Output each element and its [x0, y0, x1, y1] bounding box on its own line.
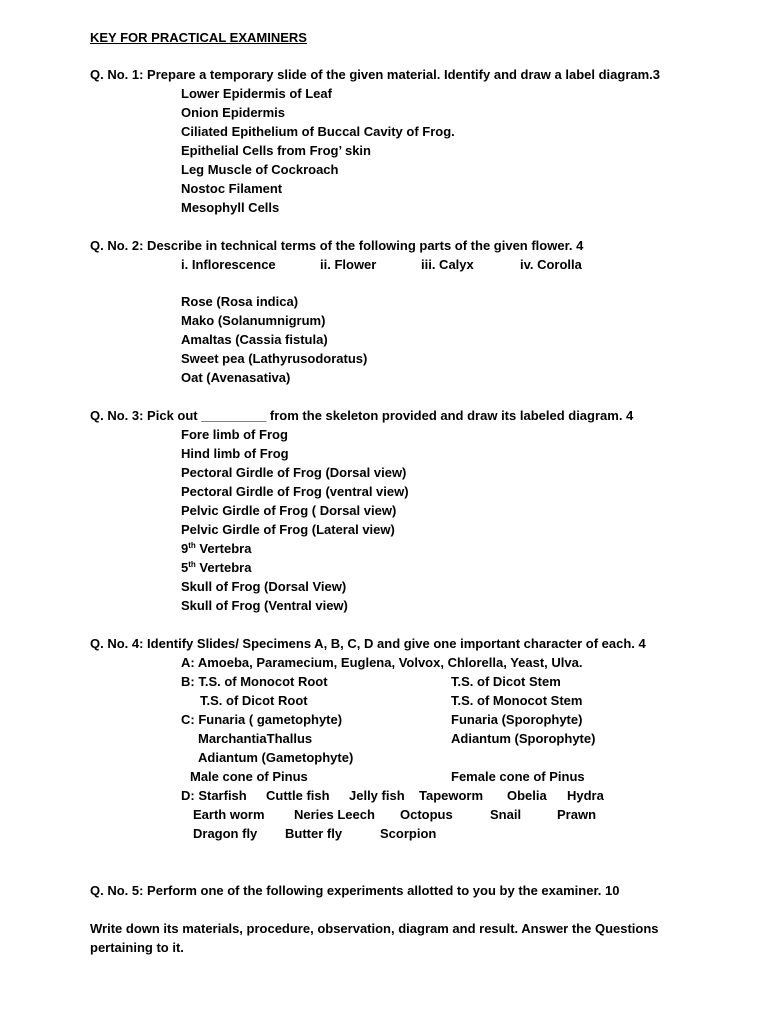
list-item: Pelvic Girdle of Frog (Lateral view) — [181, 522, 395, 537]
q4-d-item: Neries Leech — [294, 807, 375, 822]
list-item: Lower Epidermis of Leaf — [181, 86, 332, 101]
q4-question: Q. No. 4: Identify Slides/ Specimens A, B, C, D and give one important character of each. 4 — [90, 636, 646, 651]
q4-d-item: Snail — [490, 807, 522, 822]
list-item: Hind limb of Frog — [181, 446, 289, 461]
list-item: Mako (Solanumnigrum) — [181, 313, 326, 328]
q4-d-item: Prawn — [557, 807, 597, 822]
q2-part: i. Inflorescence — [181, 257, 276, 272]
list-item: Pectoral Girdle of Frog (Dorsal view) — [181, 465, 407, 480]
q2-question: Q. No. 2: Describe in technical terms of the following parts of the given flower. 4 — [90, 238, 584, 253]
ordinal-suffix: th — [188, 560, 196, 569]
page-title: KEY FOR PRACTICAL EXAMINERS — [90, 30, 307, 45]
q5-question: Q. No. 5: Perform one of the following experiments allotted to you by the examiner. 10 — [90, 883, 620, 898]
q5-instruction: pertaining to it. — [90, 940, 184, 955]
ordinal-suffix: th — [188, 541, 196, 550]
q2-part: iv. Corolla — [520, 257, 582, 272]
q4-d-item: Cuttle fish — [266, 788, 330, 803]
list-item: Skull of Frog (Ventral view) — [181, 598, 348, 613]
q4-a-row: A: Amoeba, Paramecium, Euglena, Volvox, Chlorella, Yeast, Ulva. — [181, 655, 583, 670]
q4-d-item: Jelly fish — [349, 788, 405, 803]
list-item: Ciliated Epithelium of Buccal Cavity of Frog. — [181, 124, 455, 139]
vertebra-label: Vertebra — [195, 541, 252, 556]
q4-b-item: T.S. of Monocot Stem — [451, 693, 583, 708]
list-item: Skull of Frog (Dorsal View) — [181, 579, 347, 594]
q4-b-item: T.S. of Dicot Root — [200, 693, 308, 708]
q4-d-item: D: Starfish — [181, 788, 247, 803]
list-item: Rose (Rosa indica) — [181, 294, 299, 309]
q2-part: ii. Flower — [320, 257, 377, 272]
q4-d-item: Tapeworm — [419, 788, 484, 803]
list-item: Sweet pea (Lathyrusodoratus) — [181, 351, 368, 366]
q4-c-item: Adiantum (Sporophyte) — [451, 731, 596, 746]
list-item — [181, 541, 251, 557]
q4-c-item: Funaria (Sporophyte) — [451, 712, 583, 727]
q3-question: Q. No. 3: Pick out _________ from the skeleton provided and draw its labeled diagram. 4 — [90, 408, 634, 423]
q4-d-item: Butter fly — [285, 826, 343, 841]
list-item: Pectoral Girdle of Frog (ventral view) — [181, 484, 409, 499]
list-item: Onion Epidermis — [181, 105, 286, 120]
list-item: Oat (Avenasativa) — [181, 370, 291, 385]
q2-part: iii. Calyx — [421, 257, 474, 272]
q4-d-item: Earth worm — [193, 807, 265, 822]
q4-c-item: Adiantum (Gametophyte) — [198, 750, 354, 765]
vertebra-label: Vertebra — [195, 560, 252, 575]
q4-c-item: Female cone of Pinus — [451, 769, 585, 784]
list-item: Pelvic Girdle of Frog ( Dorsal view) — [181, 503, 397, 518]
q4-d-item: Scorpion — [380, 826, 437, 841]
list-item: Leg Muscle of Cockroach — [181, 162, 339, 177]
q4-c-item: Male cone of Pinus — [190, 769, 308, 784]
q4-d-item: Octopus — [400, 807, 453, 822]
q4-b-item: T.S. of Dicot Stem — [451, 674, 561, 689]
q5-instruction: Write down its materials, procedure, observation, diagram and result. Answer the Questions — [90, 921, 659, 936]
q4-d-item: Obelia — [507, 788, 547, 803]
q4-d-item: Hydra — [567, 788, 604, 803]
list-item: Amaltas (Cassia fistula) — [181, 332, 328, 347]
vertebra-number: 5 — [181, 560, 189, 575]
list-item: Nostoc Filament — [181, 181, 283, 196]
q4-b-item: B: T.S. of Monocot Root — [181, 674, 328, 689]
vertebra-number: 9 — [181, 541, 189, 556]
q4-d-item: Dragon fly — [193, 826, 258, 841]
list-item: Fore limb of Frog — [181, 427, 288, 442]
list-item — [181, 560, 251, 576]
q1-question: Q. No. 1: Prepare a temporary slide of the given material. Identify and draw a label diagram.3 — [90, 67, 661, 82]
list-item: Epithelial Cells from Frog’ skin — [181, 143, 371, 158]
q4-c-item: C: Funaria ( gametophyte) — [181, 712, 343, 727]
list-item: Mesophyll Cells — [181, 200, 280, 215]
q4-c-item: MarchantiaThallus — [198, 731, 313, 746]
